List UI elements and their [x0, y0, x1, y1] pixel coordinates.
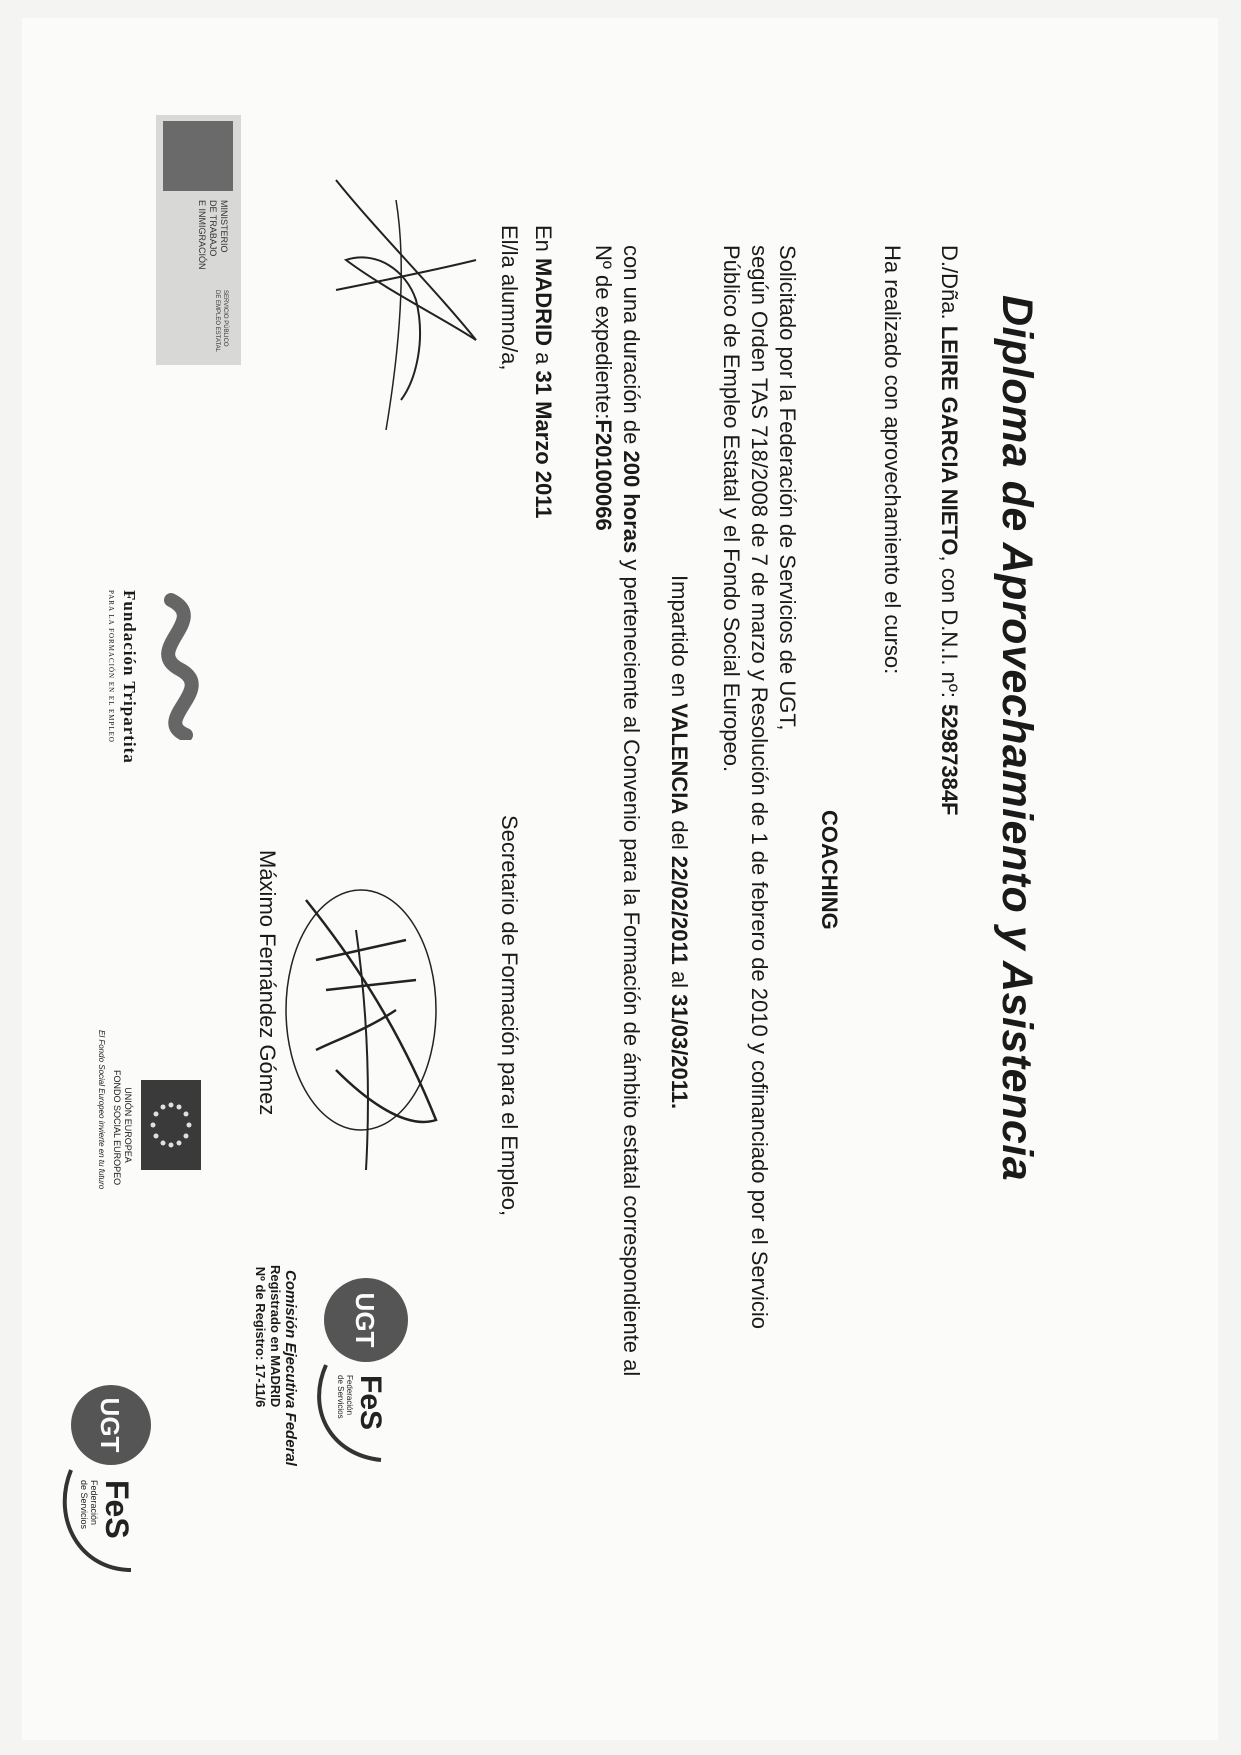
svg-text:FeS: FeS	[99, 1480, 135, 1539]
student-signature	[326, 140, 496, 440]
diploma-title: Diploma de Aprovechamiento y Asistencia	[993, 295, 1041, 1182]
date-from: 22/02/2011	[667, 855, 692, 965]
svg-text:Federación: Federación	[89, 1480, 99, 1526]
svg-text:Federación: Federación	[345, 1375, 354, 1416]
ugt-fes-logo	[61, 1380, 161, 1580]
ugt-fes-bottom-icon	[61, 1380, 161, 1580]
duration-line: con una duración de 200 horas y perteneciente al Convenio para la Formación de ámbito estatal correspondiente al	[619, 245, 644, 1377]
svg-text:de Servicios: de Servicios	[336, 1375, 345, 1419]
eu-logo: UNIÓN EUROPEA FONDO SOCIAL EUROPEO El Fondo Social Europeo invierte en tu futuro	[81, 1030, 201, 1220]
secretary-signature	[276, 870, 466, 1200]
secretary-name: Máximo Fernández Gómez	[255, 850, 280, 1116]
expediente-line: Nº de expediente:F20100066	[591, 245, 616, 531]
place-date: 31 Marzo 2011	[531, 370, 556, 519]
ministerio-logo: MINISTERIO DE TRABAJO E INMIGRACIÓN SERVICIO PÚBLICO DE EMPLEO ESTATAL	[156, 115, 241, 365]
student-role: El/la alumno/a,	[497, 225, 522, 371]
duration-value: 200 horas	[619, 450, 644, 554]
tripartita-name: Fundación Tripartita	[120, 590, 139, 764]
date-to: 31/03/2011.	[667, 994, 692, 1110]
student-prefix: D./Dña.	[937, 245, 962, 320]
student-name: LEIRE GARCIA NIETO	[937, 325, 962, 556]
taught-line: Impartido en VALENCIA del 22/02/2011 al 31/03/2011.	[667, 575, 692, 1110]
course-name: COACHING	[817, 810, 842, 930]
dni-value: 52987384F	[937, 704, 962, 816]
eu-flag-icon	[141, 1080, 201, 1170]
comision-label: Comisión Ejecutiva Federal	[282, 1270, 299, 1466]
request-line-2: según Orden TAS 718/2008 de 7 de marzo y Resolución de 1 de febrero de 2010 y cofinanciado por el Servicio	[747, 245, 772, 1329]
tripartita-loops-icon	[141, 590, 211, 740]
svg-text:de Servicios: de Servicios	[79, 1480, 89, 1530]
svg-text:UGT: UGT	[350, 1292, 380, 1348]
tripartita-tagline: PARA LA FORMACIÓN EN EL EMPLEO	[107, 590, 115, 743]
taught-city: VALENCIA	[667, 703, 692, 815]
student-line	[935, 245, 963, 816]
course-intro: Ha realizado con aprovechamiento el curso:	[880, 245, 905, 675]
registry-block: Registrado en MADRID Nº de Registro: 17-11/6	[253, 1265, 283, 1408]
request-line-3: Público de Empleo Estatal y el Fondo Social Europeo.	[719, 245, 744, 773]
place-date-line: En MADRID a 31 Marzo 2011	[531, 225, 556, 519]
coat-of-arms-icon	[163, 121, 233, 191]
expediente-value: F20100066	[591, 419, 616, 531]
place-city: MADRID	[531, 258, 556, 347]
secretary-role: Secretario de Formación para el Empleo,	[497, 815, 522, 1217]
request-line-1: Solicitado por la Federación de Servicios de UGT,	[775, 245, 800, 731]
ugt-comision-logo	[281, 1270, 421, 1470]
eu-tagline: El Fondo Social Europeo invierte en tu futuro	[97, 1030, 106, 1190]
fundacion-tripartita-logo	[101, 590, 211, 850]
svg-text:UGT: UGT	[95, 1397, 125, 1453]
dni-label: , con D.N.I. nº:	[937, 555, 962, 699]
ugt-fes-emblem-icon	[306, 1270, 421, 1470]
svg-text:FeS: FeS	[354, 1375, 387, 1431]
